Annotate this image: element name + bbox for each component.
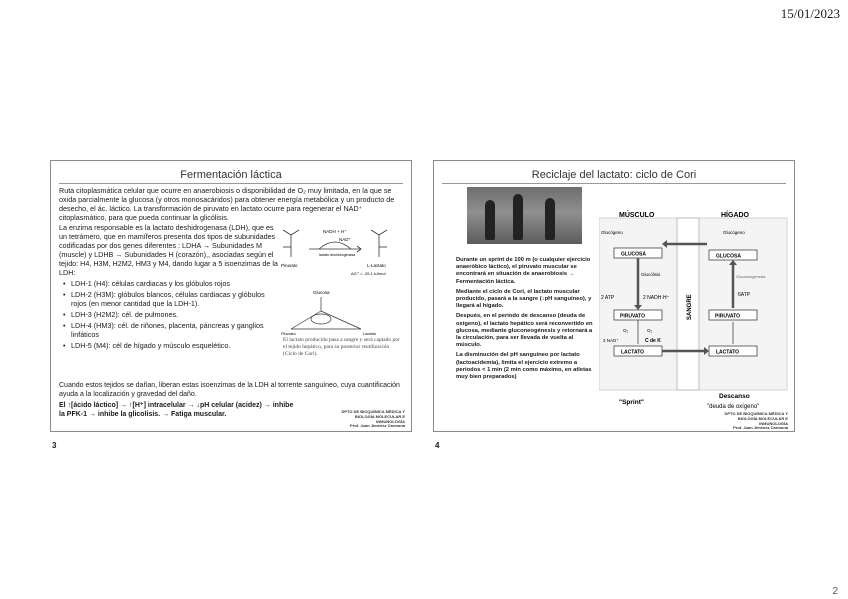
glucogeno-right: Glucógeno — [723, 230, 745, 235]
paragraph-ph: La disminución del pH sanguíneo por lactato (lactoacidemia), limita el ejercicio extremo a periodos < 1 min (2 min como máximo, en atletas muy bien preparados) — [456, 352, 592, 381]
page-number: 2 — [832, 586, 838, 597]
runner-figure — [545, 198, 555, 240]
glucogeno-left: Glucógeno — [601, 230, 623, 235]
o2-left: O₂ — [623, 328, 629, 333]
glucose-diagram — [281, 289, 401, 337]
sprint-label: "Sprint" — [619, 399, 644, 406]
professor-credit: Prof. Juan Jiménez Carmona — [350, 423, 405, 428]
list-item: • LDH-4 (HM3): cél. de riñones, placenta, páncreas y ganglios linfáticos — [65, 321, 279, 339]
runner-figure — [485, 200, 495, 240]
paragraph-cori: Mediante el ciclo de Cori, el lactato muscular producido, pasará a la sangre (↓pH sanguíneo), y llegará al hígado. — [456, 288, 592, 310]
descanso-label: Descanso — [719, 393, 750, 400]
glucosa-liver: GLUCOSA — [716, 253, 741, 260]
cori-cycle-diagram — [599, 208, 794, 428]
slide-ciclo-cori — [433, 160, 795, 432]
cdek-label: C de K — [645, 338, 661, 344]
list-item: • LDH-3 (H2M2): cél. de pulmones. — [65, 310, 279, 319]
reaction-diagram — [279, 227, 404, 279]
piruvato-label: Piruvato — [281, 331, 296, 336]
nadh-label: 2 NADH·H⁺ — [643, 295, 670, 301]
piruvato-label: Piruvato — [281, 263, 298, 268]
slide-title: Reciclaje del lactato: ciclo de Cori — [531, 169, 697, 181]
piruvato-liver: PIRUVATO — [715, 313, 741, 320]
atp2-label: 2 ATP — [601, 295, 615, 301]
slide-fermentacion-lactica — [50, 160, 412, 432]
department-credit: DPTO DE BIOQUÍMICA MÉDICA Y BIOLOGÍA MOLECULAR E INMUNOLOGÍA — [724, 411, 788, 426]
sangre-label: SANGRE — [687, 294, 693, 320]
glucosa-muscle: GLUCOSA — [621, 251, 646, 258]
paragraph-fatigue: El ↑[ácido láctico] → ↑[H⁺] intracelular → ↓pH celular (acidez) → inhibe la PFK-1 → inhibe la glicolisis. → Fatiga muscular. — [59, 402, 294, 418]
enzyme-label: lactato deshidrogenasa — [319, 253, 356, 257]
glucolisis-label: Glucólisis — [641, 272, 661, 277]
isoenzyme-list — [59, 279, 279, 350]
list-item: • LDH-5 (M4): cél de hígado y músculo esquelético. — [65, 341, 279, 350]
lactato-muscle: LACTATO — [621, 349, 645, 356]
o2-right: O₂ — [647, 328, 653, 333]
cori-explanation — [456, 257, 594, 384]
diagram-caption: El lactato producido pasa a sangre y será captado por el tejido hepático, para su posterior reutilización (Ciclo de Cori). — [283, 337, 400, 357]
slide-title: Fermentación láctica — [180, 169, 282, 181]
nad-label: 2 NAD⁺ — [603, 338, 619, 343]
list-item: • LDH-2 (H3M): glóbulos blancos, células cardiacas y glóbulos rojos (en menor cantidad que la LDH-1). — [65, 290, 279, 308]
lactato-label: Lactato — [363, 331, 377, 336]
nadh-label: NADH + H⁺ — [323, 229, 347, 234]
title-divider — [59, 183, 403, 184]
paragraph-ruta: Ruta citoplasmática celular que ocurre en anaerobiosis o disponibilidad de O₂ muy limitada, en la que se oxida parcialmente la glucosa (y otros monosacáridos) para obtener energía metabólica y un producto de desecho, el ác. láctico. La transformación de piruvato en lactato ocurre para regenerar el NAD⁺ citoplasmático, para que pueda continuar la glicólisis. — [59, 186, 395, 222]
atp6-label: 6ATP — [738, 292, 751, 298]
paragraph-descanso: Después, en el periodo de descanso (deuda de oxígeno), el lactato hepático será reconvertido en glucosa, mediante gluconeogénesis y retornará a la circulación, para ser llevada de vuelta al músculo. — [456, 313, 593, 349]
runner-figure — [513, 194, 523, 240]
paragraph-enzima: La enzima responsable es la lactato deshidrogenasa (LDH), que es un tetrámero, que en mamíferos presenta dos tipos de subunidades codificadas por dos genes diferentes : LDHA → Subunidades M (muscle) y LDHB → Subunidades H (corazón),, asociadas según el tejido: H4, H3M, H2M2, HM3 y M4, dando lugar a 5 isoenzimas de la LDH: — [59, 223, 278, 277]
slide-number: 3 — [52, 441, 57, 450]
slide-number: 4 — [435, 441, 440, 450]
higado-label: HÍGADO — [721, 212, 749, 219]
delta-g-label: ΔG'° = -25.1 kJ/mol — [351, 271, 386, 276]
nad-label: NAD⁺ — [339, 237, 351, 242]
list-item: • LDH-1 (H4): células cardiacas y los glóbulos rojos — [65, 279, 279, 288]
glucosa-label: Glucosa — [313, 290, 330, 295]
title-divider — [442, 183, 786, 184]
musculo-label: MÚSCULO — [619, 212, 655, 219]
page-date: 15/01/2023 — [780, 6, 840, 21]
lactato-label: L-Lactato — [367, 263, 386, 268]
professor-credit: Prof. Juan Jiménez Carmona — [733, 425, 788, 430]
sprint-photo — [467, 187, 582, 244]
piruvato-muscle: PIRUVATO — [620, 313, 646, 320]
lactato-liver: LACTATO — [716, 349, 740, 356]
paragraph-sprint: Durante un sprint de 100 m (o cualquier ejercicio anaeróbico láctico), el piruvato muscular se encontrará en situación de anaerobiosis → Fermentación láctica. — [456, 257, 591, 285]
department-credit: DPTO DE BIOQUÍMICA MÉDICA Y BIOLOGÍA MOLECULAR E INMUNOLOGÍA — [341, 409, 405, 424]
paragraph-damage: Cuando estos tejidos se dañan, liberan estas isoenzimas de la LDH al torrente sanguíneo, cuya cuantificación ayuda a la localización y gravedad del daño. — [59, 382, 400, 398]
deuda-label: "deuda de oxígeno" — [707, 404, 760, 410]
gluconeo-label: Gluconeogénesis — [736, 275, 766, 279]
